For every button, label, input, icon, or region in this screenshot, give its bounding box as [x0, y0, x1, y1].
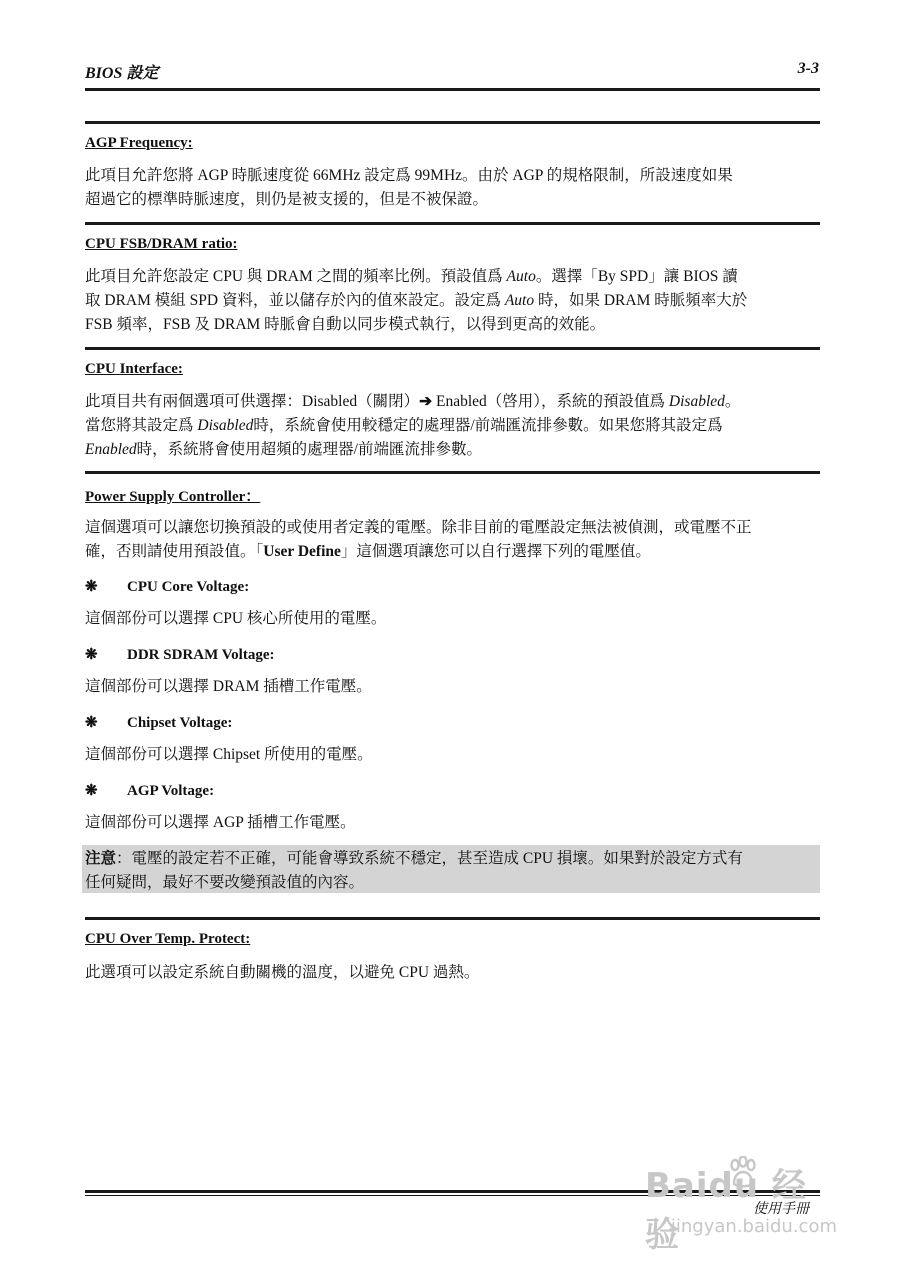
bullet-desc: 這個部份可以選擇 CPU 核心所使用的電壓。	[85, 610, 387, 627]
section-body-power-supply-controller	[85, 516, 820, 564]
watermark-brand: Baidu 经验	[645, 1166, 807, 1255]
bullet-desc: 這個部份可以選擇 AGP 插槽工作電壓。	[85, 814, 356, 831]
text-line: 超過它的標準時脈速度，則仍是被支援的，但是不被保證。	[85, 191, 489, 208]
section-title-cpu-interface: CPU Interface:	[85, 361, 183, 377]
page-header	[85, 60, 819, 84]
watermark-site: jingyan.baidu.com	[670, 1216, 837, 1237]
section-divider	[85, 222, 820, 225]
text-line: 注意：電壓的設定若不正確，可能會導致系統不穩定，甚至造成 CPU 損壞。如果對於設定方式有	[85, 850, 743, 867]
section-title-cpu-over-temp-protect: CPU Over Temp. Protect:	[85, 931, 251, 947]
section-divider	[85, 471, 820, 474]
section-body-cpu-over-temp-protect: 此選項可以設定系統自動關機的溫度，以避免 CPU 過熱。	[85, 964, 480, 981]
text-line: 取 DRAM 模組 SPD 資料，並以儲存於內的值來設定。設定爲 Auto 時，如果 DRAM 時脈頻率大於	[85, 292, 748, 309]
text-line: Enabled時，系統將會使用超頻的處理器/前端匯流排參數。	[85, 441, 482, 458]
note-label: 注意	[85, 850, 117, 867]
section-divider	[85, 121, 820, 124]
asterisk-icon: ❋	[85, 715, 98, 731]
text-line: 此項目允許您將 AGP 時脈速度從 66MHz 設定爲 99MHz。由於 AGP 的規格限制，所設速度如果	[85, 167, 733, 184]
arrow-icon: ➔	[419, 393, 433, 410]
section-divider	[85, 347, 820, 350]
baidu-watermark	[645, 1158, 845, 1278]
text-line: 當您將其設定爲 Disabled時，系統會使用較穩定的處理器/前端匯流排參數。如果您將其設定爲	[85, 417, 723, 434]
section-body-fsb-dram-ratio	[85, 265, 820, 337]
section-title-agp-frequency: AGP Frequency:	[85, 135, 193, 151]
text-line: 這個選項可以讓您切換預設的或使用者定義的電壓。除非目前的電壓設定無法被偵測，或電壓不正	[85, 519, 752, 536]
text-line: 此項目共有兩個選項可供選擇：Disabled（關閉）➔ Enabled（啓用），系統的預設值爲 Disabled。	[85, 393, 741, 410]
bullet-desc: 這個部份可以選擇 DRAM 插槽工作電壓。	[85, 678, 372, 695]
text-line: 任何疑問，最好不要改變預設值的內容。	[85, 874, 365, 891]
header-title: BIOS 設定	[85, 65, 159, 82]
section-divider	[85, 917, 820, 920]
text-line: 此項目允許您設定 CPU 與 DRAM 之間的頻率比例。預設值爲 Auto。選擇「By SPD」讓 BIOS 讀	[85, 268, 738, 285]
section-body-agp-frequency	[85, 164, 820, 212]
bullet-item-agp-voltage: ❋ AGP Voltage:	[85, 783, 215, 799]
section-title-fsb-dram-ratio: CPU FSB/DRAM ratio:	[85, 236, 238, 252]
bullet-desc: 這個部份可以選擇 Chipset 所使用的電壓。	[85, 746, 373, 763]
bullet-item-cpu-core-voltage: ❋ CPU Core Voltage:	[85, 579, 250, 595]
asterisk-icon: ❋	[85, 647, 98, 663]
asterisk-icon: ❋	[85, 579, 98, 595]
footer-title: 使用手冊	[753, 1202, 809, 1217]
asterisk-icon: ❋	[85, 783, 98, 799]
section-title-power-supply-controller: Power Supply Controller：	[85, 489, 261, 505]
page-number: 3-3	[797, 60, 819, 77]
section-body-cpu-interface	[85, 390, 820, 462]
header-rule	[85, 88, 820, 91]
text-line: 確，否則請使用預設值。「User Define」這個選項讓您可以自行選擇下列的電壓值。	[85, 543, 651, 560]
bullet-item-ddr-sdram-voltage: ❋ DDR SDRAM Voltage:	[85, 647, 275, 663]
text-line: FSB 頻率，FSB 及 DRAM 時脈會自動以同步模式執行，以得到更高的效能。	[85, 316, 606, 333]
bullet-item-chipset-voltage: ❋ Chipset Voltage:	[85, 715, 233, 731]
note-box	[82, 845, 820, 893]
